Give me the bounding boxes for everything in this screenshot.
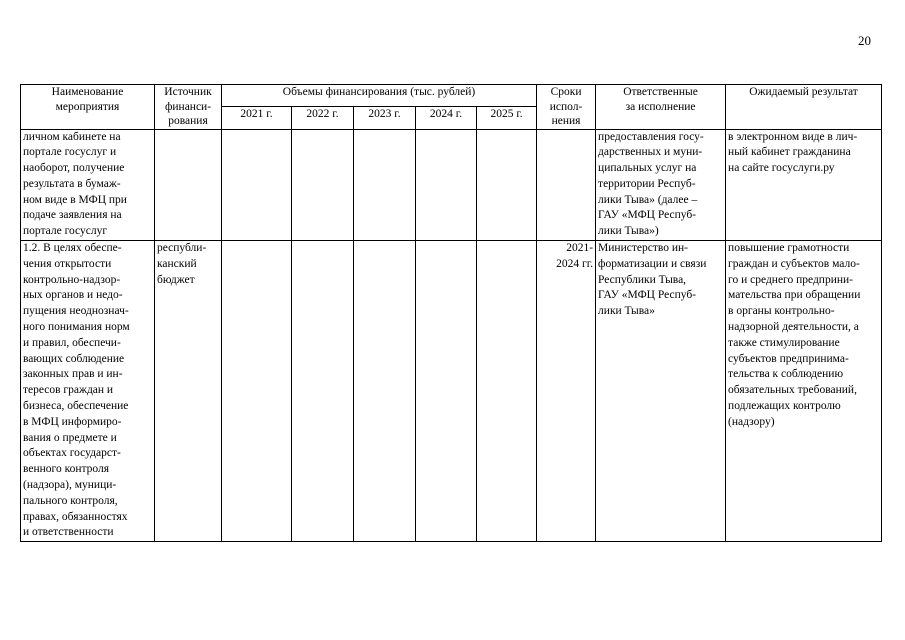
header-responsible: Ответственные за исполнение — [596, 85, 726, 130]
row-year-2025 — [477, 241, 537, 542]
row-year-2024 — [416, 241, 477, 542]
header-result: Ожидаемый результат — [726, 85, 882, 130]
program-table — [20, 84, 882, 542]
row-name: 1.2. В целях обеспе- чения открытости контрольно-надзор- ных органов и недо- пущения неоднознач- ного понимания норм и правил, обеспечи- вающих соблюдение законных прав и ин- тересов граждан и бизнеса, обеспечение в МФЦ информиро- вания о предмете и объектах государст- венного контроля (надзора), муници- пального контроля, правах, обязанностях и ответственности — [21, 241, 155, 542]
header-year-2022: 2022 г. — [292, 107, 354, 129]
header-row-1 — [21, 85, 882, 107]
header-year-2023: 2023 г. — [354, 107, 416, 129]
row-year-2022 — [292, 241, 354, 542]
header-year-2021: 2021 г. — [222, 107, 292, 129]
header-year-2024: 2024 г. — [416, 107, 477, 129]
row-result: в электронном виде в лич- ный кабинет гражданина на сайте госуслуги.ру — [726, 129, 882, 241]
row-year-2025 — [477, 129, 537, 241]
header-terms: Сроки испол- нения — [537, 85, 596, 130]
table-row — [21, 241, 882, 542]
header-year-2025: 2025 г. — [477, 107, 537, 129]
row-source: республи- канский бюджет — [155, 241, 222, 542]
header-name: Наименование мероприятия — [21, 85, 155, 130]
header-funding: Объемы финансирования (тыс. рублей) — [222, 85, 537, 107]
row-result: повышение грамотности граждан и субъектов мало- го и среднего предприни- мательства при обращении в органы контрольно- надзорной деятельности, а также стимулирование субъектов предпринима- тельства к соблюдению обязательных требований, подлежащих контролю (надзору) — [726, 241, 882, 542]
row-terms — [537, 129, 596, 241]
row-year-2022 — [292, 129, 354, 241]
row-year-2023 — [354, 241, 416, 542]
page-number: 20 — [858, 33, 871, 48]
row-responsible: предоставления госу- дарственных и муни- ципальных услуг на территории Респуб- лики Тыва» (далее – ГАУ «МФЦ Респуб- лики Тыва») — [596, 129, 726, 241]
row-year-2021 — [222, 129, 292, 241]
row-source — [155, 129, 222, 241]
row-name: личном кабинете на портале госуслуг и наоборот, получение результата в бумаж- ном виде в МФЦ при подаче заявления на портале госуслуг — [21, 129, 155, 241]
row-year-2021 — [222, 241, 292, 542]
row-responsible: Министерство ин- форматизации и связи Республики Тыва, ГАУ «МФЦ Респуб- лики Тыва» — [596, 241, 726, 542]
row-year-2024 — [416, 129, 477, 241]
row-year-2023 — [354, 129, 416, 241]
row-terms: 2021- 2024 гг. — [537, 241, 596, 542]
header-source: Источник финанси- рования — [155, 85, 222, 130]
table-row — [21, 129, 882, 241]
